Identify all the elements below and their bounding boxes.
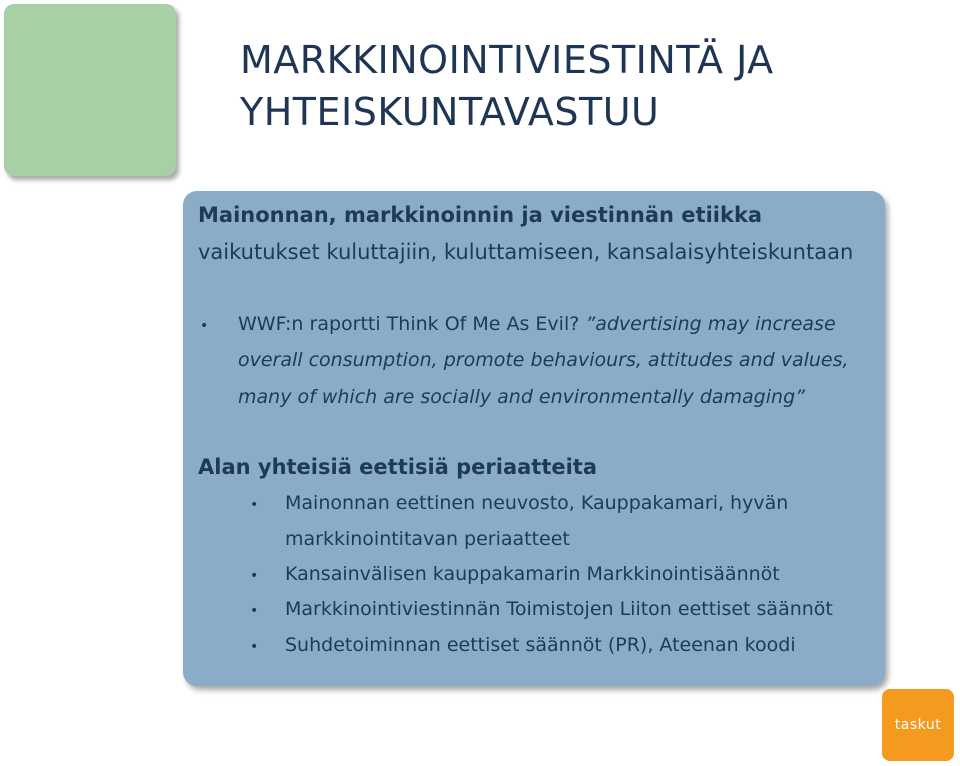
wwf-quote-part-3: many of which are socially and environmentally damaging” bbox=[238, 386, 805, 408]
title-line-2: YHTEISKUNTAVASTUU bbox=[240, 90, 660, 134]
principle-item-3: Markkinointiviestinnän Toimistojen Liiton eettiset säännöt bbox=[285, 598, 833, 620]
logo-text: taskut bbox=[894, 717, 942, 733]
decorative-green-box bbox=[4, 4, 176, 176]
ethics-heading: Mainonnan, markkinoinnin ja viestinnän etiikka bbox=[198, 203, 763, 227]
wwf-line-1 bbox=[238, 313, 836, 335]
principle-item-2: Kansainvälisen kauppakamarin Markkinointisäännöt bbox=[285, 563, 780, 585]
ethics-subheading: vaikutukset kuluttajiin, kuluttamiseen, kansalaisyhteiskuntaan bbox=[198, 240, 854, 264]
title-line-1: MARKKINOINTIVIESTINTÄ JA bbox=[240, 38, 774, 82]
principles-heading: Alan yhteisiä eettisiä periaatteita bbox=[198, 455, 598, 479]
principle-item-4: Suhdetoiminnan eettiset säännöt (PR), Ateenan koodi bbox=[285, 634, 796, 656]
slide-title bbox=[240, 34, 940, 138]
principle-item-1-continued: markkinointitavan periaatteet bbox=[285, 528, 570, 550]
bullet-principle-3: • bbox=[250, 603, 259, 619]
wwf-quote-part-2: overall consumption, promote behaviours, attitudes and values, bbox=[238, 349, 849, 371]
bullet-principle-1: • bbox=[250, 497, 259, 513]
principle-item-1: Mainonnan eettinen neuvosto, Kauppakamari, hyvän bbox=[285, 492, 789, 514]
bullet-principle-2: • bbox=[250, 568, 259, 584]
taskut-logo bbox=[882, 689, 954, 761]
bullet-wwf: • bbox=[200, 318, 209, 334]
wwf-report-text: WWF:n raportti Think Of Me As Evil? bbox=[238, 313, 586, 335]
bullet-principle-4: • bbox=[250, 639, 259, 655]
wwf-quote-part-1: ”advertising may increase bbox=[585, 313, 836, 335]
